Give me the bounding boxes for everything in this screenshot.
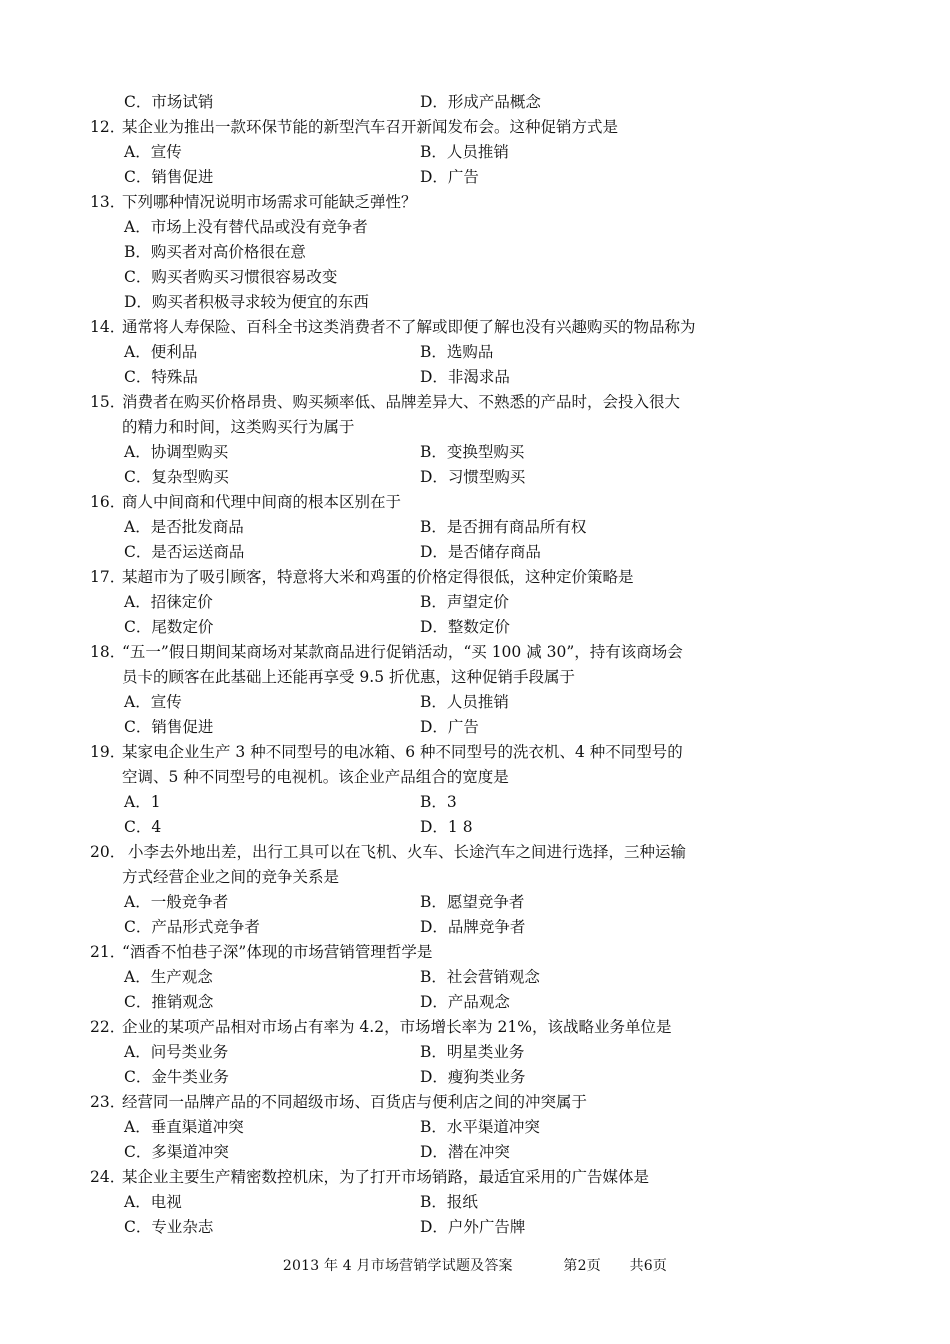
option-a: A．招徕定价 — [124, 593, 213, 611]
question-stem-continued: 的精力和时间，这类购买行为属于 — [122, 418, 355, 436]
question-17 — [90, 565, 850, 590]
option-a: A．生产观念 — [124, 968, 213, 986]
option-b: B．购买者对高价格很在意 — [124, 243, 306, 261]
question-13 — [90, 190, 850, 215]
question-stem: 小李去外地出差，出行工具可以在飞机、火车、长途汽车之间进行选择，三种运输 — [128, 843, 687, 861]
question-stem: 某家电企业生产 3 种不同型号的电冰箱、6 种不同型号的洗衣机、4 种不同型号的 — [122, 743, 683, 761]
option-a: A．是否批发商品 — [124, 518, 244, 536]
option-d: D．1 8 — [420, 818, 473, 836]
question-stem-continued: 员卡的顾客在此基础上还能再享受 9.5 折优惠，这种促销手段属于 — [122, 668, 576, 686]
option-c: C．金牛类业务 — [124, 1068, 229, 1086]
option-row — [90, 690, 850, 715]
option-row — [90, 465, 850, 490]
option-row — [90, 815, 850, 840]
option-d: D．广告 — [420, 718, 479, 736]
option-d: D．品牌竞争者 — [420, 918, 526, 936]
question-stem: 企业的某项产品相对市场占有率为 4.2，市场增长率为 21%，该战略业务单位是 — [122, 1018, 672, 1036]
question-stem: 某超市为了吸引顾客，特意将大米和鸡蛋的价格定得很低，这种定价策略是 — [122, 568, 634, 586]
option-row — [90, 240, 850, 265]
option-c: C．复杂型购买 — [124, 468, 229, 486]
option-a: A．问号类业务 — [124, 1043, 229, 1061]
question-16 — [90, 490, 850, 515]
option-a: A．一般竞争者 — [124, 893, 229, 911]
question-number: 24． — [90, 1168, 126, 1186]
question-18 — [90, 640, 850, 665]
option-d: D．潜在冲突 — [420, 1143, 510, 1161]
question-14 — [90, 315, 850, 340]
option-d: D．广告 — [420, 168, 479, 186]
option-a: A．垂直渠道冲突 — [124, 1118, 244, 1136]
option-row — [90, 715, 850, 740]
option-row — [90, 1215, 850, 1240]
option-b: B．选购品 — [420, 343, 494, 361]
option-row — [90, 890, 850, 915]
option-row — [90, 440, 850, 465]
option-b: B．变换型购买 — [420, 443, 525, 461]
option-row — [90, 1065, 850, 1090]
question-number: 14． — [90, 318, 126, 336]
option-c: C．特殊品 — [124, 368, 198, 386]
option-c: C．4 — [124, 818, 162, 836]
question-stem: 某企业为推出一款环保节能的新型汽车召开新闻发布会。这种促销方式是 — [122, 118, 619, 136]
footer-title: 2013 年 4 月市场营销学试题及答案 — [282, 1258, 513, 1274]
option-b: B．声望定价 — [420, 593, 509, 611]
option-b: B．是否拥有商品所有权 — [420, 518, 587, 536]
question-number: 15． — [90, 393, 126, 411]
option-d: D．习惯型购买 — [420, 468, 526, 486]
question-stem: 某企业主要生产精密数控机床，为了打开市场销路，最适宜采用的广告媒体是 — [122, 1168, 650, 1186]
question-stem: “酒香不怕巷子深”体现的市场营销管理哲学是 — [122, 943, 433, 961]
option-c: C．是否运送商品 — [124, 543, 245, 561]
option-row — [90, 215, 850, 240]
option-d: D．是否储存商品 — [420, 543, 541, 561]
option-row — [90, 90, 850, 115]
question-stem-continued: 方式经营企业之间的竞争关系是 — [122, 868, 340, 886]
footer-total-pages: 共6页 — [629, 1258, 668, 1274]
question-number: 13． — [90, 193, 126, 211]
question-stem: 经营同一品牌产品的不同超级市场、百货店与便利店之间的冲突属于 — [122, 1093, 588, 1111]
option-c: C．销售促进 — [124, 168, 214, 186]
question-15 — [90, 390, 850, 415]
option-a: A．市场上没有替代品或没有竞争者 — [124, 218, 368, 236]
option-c: C．尾数定价 — [124, 618, 214, 636]
option-c: C．多渠道冲突 — [124, 1143, 229, 1161]
option-b: B．社会营销观念 — [420, 968, 540, 986]
option-b: B．3 — [420, 793, 457, 811]
option-row — [90, 340, 850, 365]
option-b: B．人员推销 — [420, 143, 509, 161]
option-row — [90, 590, 850, 615]
option-d: D．非渴求品 — [420, 368, 510, 386]
option-row — [90, 140, 850, 165]
question-21 — [90, 940, 850, 965]
option-c: C．产品形式竞争者 — [124, 918, 260, 936]
option-row — [90, 915, 850, 940]
option-d: D．整数定价 — [420, 618, 510, 636]
option-row — [90, 165, 850, 190]
option-row — [90, 1040, 850, 1065]
option-c: C．专业杂志 — [124, 1218, 214, 1236]
option-row — [90, 615, 850, 640]
option-row — [90, 365, 850, 390]
option-d: D．户外广告牌 — [420, 1218, 526, 1236]
option-a: A．电视 — [124, 1193, 182, 1211]
question-23 — [90, 1090, 850, 1115]
option-row — [90, 290, 850, 315]
question-number: 20． — [90, 843, 126, 861]
question-number: 17． — [90, 568, 126, 586]
question-number: 22． — [90, 1018, 126, 1036]
option-a: A．1 — [124, 793, 161, 811]
question-stem: “五一”假日期间某商场对某款商品进行促销活动，“买 100 减 30”，持有该商场会 — [122, 643, 683, 661]
option-c: C．市场试销 — [124, 93, 214, 111]
option-b: B．明星类业务 — [420, 1043, 525, 1061]
question-number: 16． — [90, 493, 126, 511]
page-footer — [0, 1256, 950, 1276]
option-b: B．愿望竞争者 — [420, 893, 525, 911]
option-a: A．宣传 — [124, 693, 182, 711]
question-stem: 消费者在购买价格昂贵、购买频率低、品牌差异大、不熟悉的产品时，会投入很大 — [122, 393, 681, 411]
question-20 — [90, 840, 850, 865]
question-22 — [90, 1015, 850, 1040]
question-stem-continued: 空调、5 种不同型号的电视机。该企业产品组合的宽度是 — [122, 768, 509, 786]
question-stem: 商人中间商和代理中间商的根本区别在于 — [122, 493, 402, 511]
option-b: B．水平渠道冲突 — [420, 1118, 540, 1136]
option-row — [90, 965, 850, 990]
question-list — [90, 90, 850, 1240]
question-stem: 下列哪种情况说明市场需求可能缺乏弹性？ — [122, 193, 417, 211]
option-c: C．销售促进 — [124, 718, 214, 736]
option-row — [90, 1115, 850, 1140]
question-19 — [90, 740, 850, 765]
option-row — [90, 790, 850, 815]
option-d: D．产品观念 — [420, 993, 510, 1011]
option-b: B．报纸 — [420, 1193, 478, 1211]
option-row — [90, 1190, 850, 1215]
option-d: D．形成产品概念 — [420, 93, 541, 111]
option-a: A．宣传 — [124, 143, 182, 161]
question-24 — [90, 1165, 850, 1190]
footer-page-number: 第2页 — [563, 1258, 601, 1274]
option-row — [90, 265, 850, 290]
question-number: 21． — [90, 943, 126, 961]
option-row — [90, 990, 850, 1015]
option-row — [90, 515, 850, 540]
question-number: 19． — [90, 743, 126, 761]
question-12 — [90, 115, 850, 140]
option-row — [90, 540, 850, 565]
question-number: 23． — [90, 1093, 126, 1111]
option-a: A．便利品 — [124, 343, 198, 361]
question-stem: 通常将人寿保险、百科全书这类消费者不了解或即便了解也没有兴趣购买的物品称为 — [122, 318, 696, 336]
option-row — [90, 1140, 850, 1165]
option-b: B．人员推销 — [420, 693, 509, 711]
option-d: D．购买者积极寻求较为便宜的东西 — [124, 293, 369, 311]
option-d: D．瘦狗类业务 — [420, 1068, 526, 1086]
option-c: C．推销观念 — [124, 993, 214, 1011]
question-number: 12． — [90, 118, 126, 136]
option-a: A．协调型购买 — [124, 443, 229, 461]
option-c: C．购买者购买习惯很容易改变 — [124, 268, 338, 286]
question-number: 18． — [90, 643, 126, 661]
